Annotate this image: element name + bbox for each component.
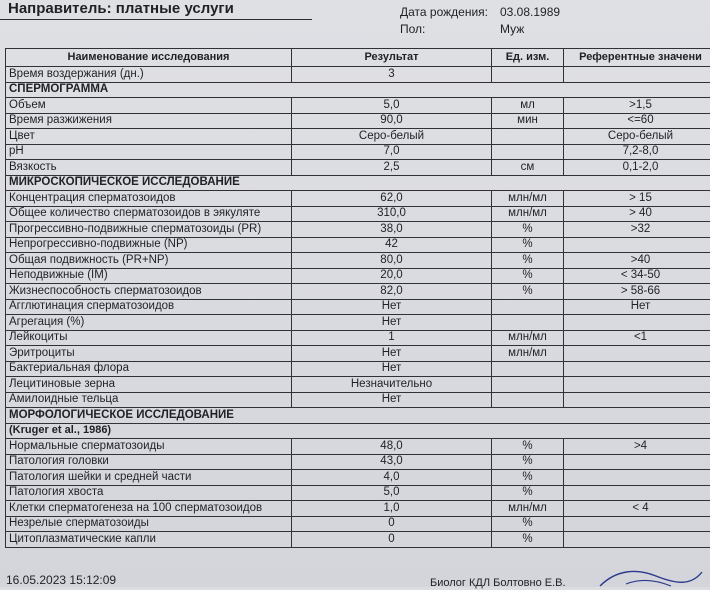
test-name: Незрелые сперматозоиды — [6, 516, 292, 532]
table-body — [6, 67, 710, 548]
reference-cell — [564, 485, 710, 501]
reference-cell — [564, 377, 710, 393]
unit-cell: % — [492, 485, 564, 501]
title-underline — [0, 19, 312, 20]
unit-cell — [492, 315, 564, 331]
reference-cell: 7,2-8,0 — [564, 144, 710, 160]
unit-cell — [492, 361, 564, 377]
reference-cell: > 58-66 — [564, 284, 710, 300]
unit-cell — [492, 377, 564, 393]
result-cell: 4,0 — [292, 470, 492, 486]
test-name: Агрегация (%) — [6, 315, 292, 331]
table-row — [6, 516, 710, 532]
result-cell: 1,0 — [292, 501, 492, 517]
unit-cell: млн/мл — [492, 501, 564, 517]
subsection-row — [6, 423, 710, 439]
table-row — [6, 237, 710, 253]
test-name: Время воздержания (дн.) — [6, 67, 292, 83]
section-title: СПЕРМОГРАММА — [6, 82, 710, 98]
reference-cell — [564, 315, 710, 331]
table-row — [6, 532, 710, 548]
reference-cell: <1 — [564, 330, 710, 346]
test-name: Лецитиновые зерна — [6, 377, 292, 393]
table-row — [6, 361, 710, 377]
table-row — [6, 454, 710, 470]
table-row — [6, 485, 710, 501]
test-name: Цвет — [6, 129, 292, 145]
table-row — [6, 377, 710, 393]
table-row — [6, 98, 710, 114]
table-row — [6, 299, 710, 315]
test-name: Цитоплазматические капли — [6, 532, 292, 548]
table-row — [6, 191, 710, 207]
test-name: Время разжижения — [6, 113, 292, 129]
result-cell: Нет — [292, 315, 492, 331]
test-name: Патология хвоста — [6, 485, 292, 501]
result-cell: 82,0 — [292, 284, 492, 300]
result-cell: 43,0 — [292, 454, 492, 470]
test-name: Вязкость — [6, 160, 292, 176]
result-cell: Нет — [292, 361, 492, 377]
test-name: Концентрация сперматозоидов — [6, 191, 292, 207]
unit-cell: % — [492, 253, 564, 269]
table-row — [6, 268, 710, 284]
result-cell: 7,0 — [292, 144, 492, 160]
referrer-title: Направитель: платные услуги — [8, 0, 234, 17]
column-header: Референтные значени — [564, 49, 710, 67]
test-name: Бактериальная флора — [6, 361, 292, 377]
result-cell: Серо-белый — [292, 129, 492, 145]
unit-cell: млн/мл — [492, 346, 564, 362]
result-cell: 2,5 — [292, 160, 492, 176]
reference-cell — [564, 392, 710, 408]
test-name: Непрогрессивно-подвижные (NP) — [6, 237, 292, 253]
reference-cell — [564, 532, 710, 548]
unit-cell — [492, 129, 564, 145]
unit-cell: % — [492, 516, 564, 532]
result-cell: 310,0 — [292, 206, 492, 222]
section-title: МИКРОСКОПИЧЕСКОЕ ИССЛЕДОВАНИЕ — [6, 175, 710, 191]
unit-cell: млн/мл — [492, 206, 564, 222]
reference-cell: >4 — [564, 439, 710, 455]
reference-cell — [564, 516, 710, 532]
reference-cell: Серо-белый — [564, 129, 710, 145]
unit-cell: % — [492, 237, 564, 253]
sex-label: Пол: — [400, 22, 425, 36]
signature-mark — [596, 566, 706, 590]
reference-cell: <=60 — [564, 113, 710, 129]
result-cell: 62,0 — [292, 191, 492, 207]
table-row — [6, 160, 710, 176]
test-name: Неподвижные (IM) — [6, 268, 292, 284]
result-cell: 90,0 — [292, 113, 492, 129]
unit-cell: % — [492, 470, 564, 486]
result-cell: Нет — [292, 392, 492, 408]
sex-value: Муж — [500, 22, 524, 36]
reference-cell — [564, 346, 710, 362]
results-table — [5, 48, 710, 548]
test-name: Патология шейки и средней части — [6, 470, 292, 486]
test-name: Эритроциты — [6, 346, 292, 362]
result-cell: Нет — [292, 346, 492, 362]
unit-cell: млн/мл — [492, 330, 564, 346]
unit-cell: мл — [492, 98, 564, 114]
result-cell: 3 — [292, 67, 492, 83]
unit-cell: см — [492, 160, 564, 176]
unit-cell — [492, 67, 564, 83]
reference-cell: >32 — [564, 222, 710, 238]
subsection-title: (Kruger et al., 1986) — [6, 423, 710, 439]
test-name: Объем — [6, 98, 292, 114]
test-name: Патология головки — [6, 454, 292, 470]
section-title: МОРФОЛОГИЧЕСКОЕ ИССЛЕДОВАНИЕ — [6, 408, 710, 424]
reference-cell: Нет — [564, 299, 710, 315]
column-header: Результат — [292, 49, 492, 67]
result-cell: 0 — [292, 532, 492, 548]
table-row — [6, 392, 710, 408]
reference-cell: > 40 — [564, 206, 710, 222]
table-row — [6, 67, 710, 83]
reference-cell: < 4 — [564, 501, 710, 517]
unit-cell: млн/мл — [492, 191, 564, 207]
reference-cell: > 15 — [564, 191, 710, 207]
unit-cell: % — [492, 439, 564, 455]
test-name: pH — [6, 144, 292, 160]
result-cell: 5,0 — [292, 485, 492, 501]
reference-cell: < 34-50 — [564, 268, 710, 284]
reference-cell — [564, 454, 710, 470]
table-row — [6, 144, 710, 160]
test-name: Агглютинация сперматозоидов — [6, 299, 292, 315]
unit-cell: % — [492, 284, 564, 300]
doctor-name: Биолог КДЛ Болтовно Е.В. — [430, 577, 566, 589]
test-name: Амилоидные тельца — [6, 392, 292, 408]
test-name: Общая подвижность (PR+NP) — [6, 253, 292, 269]
reference-cell — [564, 470, 710, 486]
table-row — [6, 113, 710, 129]
unit-cell — [492, 144, 564, 160]
reference-cell — [564, 237, 710, 253]
dob-value: 03.08.1989 — [500, 5, 560, 19]
reference-cell: 0,1-2,0 — [564, 160, 710, 176]
section-row — [6, 408, 710, 424]
reference-cell: >1,5 — [564, 98, 710, 114]
unit-cell: % — [492, 222, 564, 238]
test-name: Общее количество сперматозоидов в эякуляте — [6, 206, 292, 222]
result-cell: 5,0 — [292, 98, 492, 114]
result-cell: Незначительно — [292, 377, 492, 393]
table-row — [6, 129, 710, 145]
result-cell: 48,0 — [292, 439, 492, 455]
result-cell: 1 — [292, 330, 492, 346]
result-cell: 38,0 — [292, 222, 492, 238]
result-cell: 20,0 — [292, 268, 492, 284]
test-name: Нормальные сперматозоиды — [6, 439, 292, 455]
table-row — [6, 470, 710, 486]
test-name: Лейкоциты — [6, 330, 292, 346]
dob-label: Дата рождения: — [400, 5, 488, 19]
print-datetime: 16.05.2023 15:12:09 — [6, 573, 116, 587]
unit-cell: % — [492, 268, 564, 284]
reference-cell — [564, 67, 710, 83]
section-row — [6, 175, 710, 191]
column-header: Наименование исследования — [6, 49, 292, 67]
test-name: Жизнеспособность сперматозоидов — [6, 284, 292, 300]
unit-cell: мин — [492, 113, 564, 129]
table-row — [6, 284, 710, 300]
table-row — [6, 222, 710, 238]
table-header-row — [6, 49, 710, 67]
unit-cell: % — [492, 454, 564, 470]
unit-cell — [492, 299, 564, 315]
table-row — [6, 439, 710, 455]
table-row — [6, 206, 710, 222]
table-row — [6, 253, 710, 269]
table-row — [6, 330, 710, 346]
reference-cell: >40 — [564, 253, 710, 269]
table-row — [6, 315, 710, 331]
result-cell: Нет — [292, 299, 492, 315]
result-cell: 0 — [292, 516, 492, 532]
column-header: Ед. изм. — [492, 49, 564, 67]
table-row — [6, 346, 710, 362]
result-cell: 42 — [292, 237, 492, 253]
reference-cell — [564, 361, 710, 377]
result-cell: 80,0 — [292, 253, 492, 269]
table-row — [6, 501, 710, 517]
test-name: Прогрессивно-подвижные сперматозоиды (PR) — [6, 222, 292, 238]
test-name: Клетки сперматогенеза на 100 сперматозоидов — [6, 501, 292, 517]
unit-cell — [492, 392, 564, 408]
unit-cell: % — [492, 532, 564, 548]
section-row — [6, 82, 710, 98]
